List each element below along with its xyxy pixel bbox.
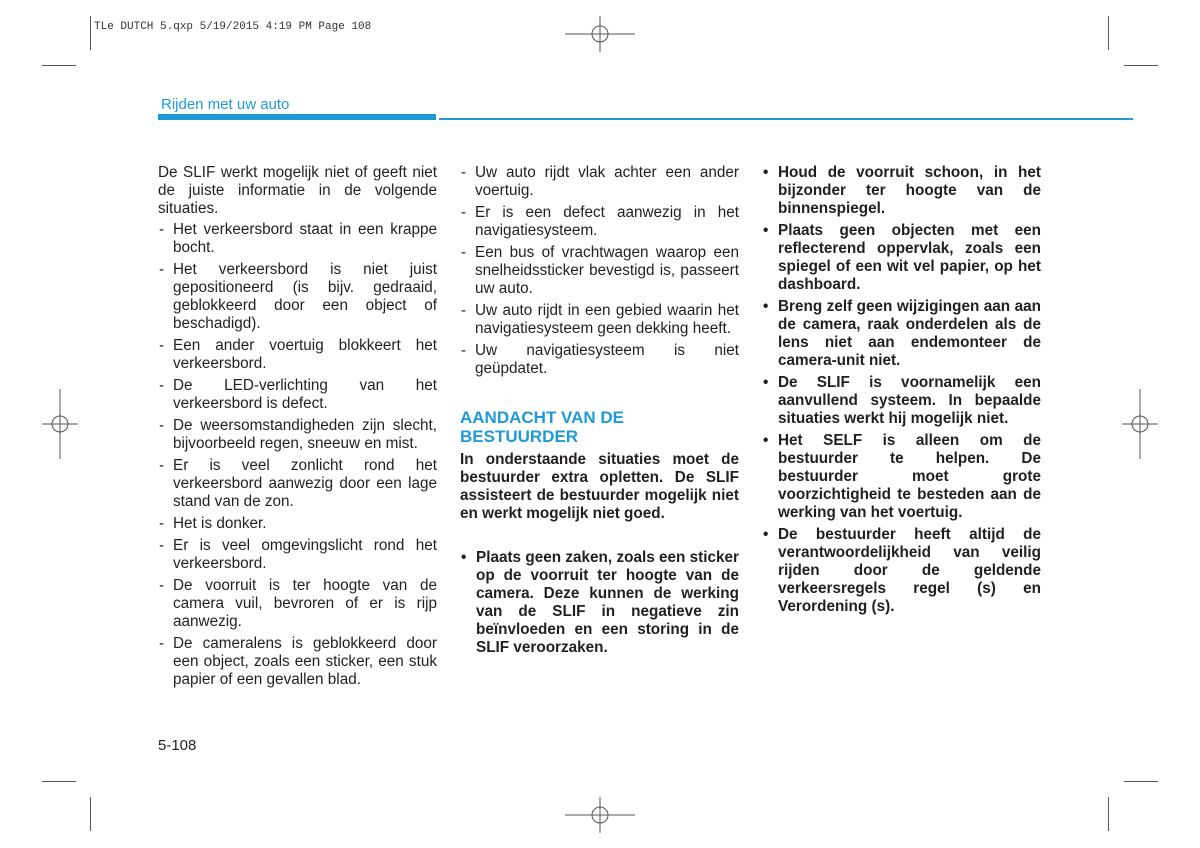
list-item: - Een bus of vrachtwagen waarop een snelheidssticker bevestigd is, passeert uw auto. bbox=[460, 244, 739, 298]
bullet-dot: • bbox=[763, 432, 769, 449]
crop-mark bbox=[1124, 781, 1158, 782]
list-item: - De LED-verlichting van het verkeersbord is defect. bbox=[158, 377, 437, 413]
column-3 bbox=[762, 164, 1041, 620]
crop-mark bbox=[90, 797, 91, 831]
list-item: - Het is donker. bbox=[158, 515, 437, 533]
caution-bullet bbox=[762, 374, 1041, 428]
bullet-dot: • bbox=[763, 526, 769, 543]
caution-bullet-text: De SLIF is voornamelijk een aanvullend systeem. In bepaalde situaties werkt hij mogelijk niet. bbox=[778, 374, 1041, 427]
caution-heading: AANDACHT VAN DE BESTUURDER bbox=[460, 408, 625, 446]
list-item: - Er is veel zonlicht rond het verkeersbord aanwezig door een lage stand van de zon. bbox=[158, 457, 437, 511]
caution-bullet-text: Plaats geen objecten met een reflecterend oppervlak, zoals een spiegel of een wit vel papier, op het dashboard. bbox=[778, 222, 1041, 293]
header-rule-thin bbox=[439, 118, 1133, 120]
registration-mark-top bbox=[565, 16, 635, 52]
list-item: - Er is een defect aanwezig in het navigatiesysteem. bbox=[460, 204, 739, 240]
bullet-dot: • bbox=[763, 298, 769, 315]
caution-bullet bbox=[762, 432, 1041, 522]
bullet-dot: • bbox=[763, 374, 769, 391]
header-rule-thick bbox=[158, 114, 436, 120]
caution-bullet-text: Plaats geen zaken, zoals een sticker op de voorruit ter hoogte van de camera. Deze kunnen de werking van de SLIF in negatieve zin beïnvloeden en een storing in de SLIF veroorzaken. bbox=[476, 549, 739, 656]
crop-mark bbox=[1108, 797, 1109, 831]
page-number: 5-108 bbox=[158, 737, 197, 754]
list-item: - Uw navigatiesysteem is niet geüpdatet. bbox=[460, 342, 739, 378]
section-title: Rijden met uw auto bbox=[161, 96, 290, 113]
registration-mark-right bbox=[1122, 389, 1158, 459]
registration-mark-bottom bbox=[565, 797, 635, 833]
crop-mark bbox=[90, 16, 91, 50]
list-item: - Er is veel omgevingslicht rond het verkeersbord. bbox=[158, 537, 437, 573]
crop-mark bbox=[42, 781, 76, 782]
crop-mark bbox=[1124, 65, 1158, 66]
caution-bullet bbox=[762, 526, 1041, 616]
list-item: - Het verkeersbord is niet juist gepositioneerd (is bijv. gedraaid, geblokkeerd door een object of beschadigd). bbox=[158, 261, 437, 333]
caution-bullet-text: Het SELF is alleen om de bestuurder te helpen. De bestuurder moet grote voorzichtigheid te besteden aan de werking van het voertuig. bbox=[778, 432, 1041, 521]
caution-bullet bbox=[762, 222, 1041, 294]
caution-bullet-text: De bestuurder heeft altijd de verantwoordelijkheid van veilig rijden door de geldende verkeersregels regel (s) en Verordening (s). bbox=[778, 526, 1041, 615]
caution-bullet-text: Houd de voorruit schoon, in het bijzonder ter hoogte van de binnenspiegel. bbox=[778, 164, 1041, 217]
crop-mark bbox=[42, 65, 76, 66]
list-item: - Het verkeersbord staat in een krappe bocht. bbox=[158, 221, 437, 257]
registration-mark-left bbox=[42, 389, 78, 459]
bullet-dot: • bbox=[763, 164, 769, 181]
intro-paragraph: De SLIF werkt mogelijk niet of geeft niet de juiste informatie in de volgende situaties. bbox=[158, 164, 437, 217]
list-item: - Een ander voertuig blokkeert het verkeersbord. bbox=[158, 337, 437, 373]
print-slug: TLe DUTCH 5.qxp 5/19/2015 4:19 PM Page 108 bbox=[94, 21, 372, 33]
list-item: - De cameralens is geblokkeerd door een object, zoals een sticker, een stuk papier of een gevallen blad. bbox=[158, 635, 437, 689]
list-item: - De voorruit is ter hoogte van de camera vuil, bevroren of er is rijp aanwezig. bbox=[158, 577, 437, 631]
caution-bullet-text: Breng zelf geen wijzigingen aan aan de camera, raak onderdelen als de lens niet aan endemonteer de camera-unit niet. bbox=[778, 298, 1041, 369]
caution-bullet bbox=[762, 164, 1041, 218]
list-item: - Uw auto rijdt in een gebied waarin het navigatiesysteem geen dekking heeft. bbox=[460, 302, 739, 338]
caution-bullet bbox=[460, 549, 739, 657]
column-2 bbox=[460, 164, 739, 661]
column-1 bbox=[158, 164, 437, 693]
caution-intro: In onderstaande situaties moet de bestuurder extra opletten. De SLIF assisteert de bestuurder mogelijk niet en werkt mogelijk niet goed. bbox=[460, 451, 739, 522]
crop-mark bbox=[1108, 16, 1109, 50]
caution-bullet bbox=[762, 298, 1041, 370]
list-item: - De weersomstandigheden zijn slecht, bijvoorbeeld regen, sneeuw en mist. bbox=[158, 417, 437, 453]
bullet-dot: • bbox=[763, 222, 769, 239]
bullet-dot: • bbox=[461, 549, 467, 566]
list-item: - Uw auto rijdt vlak achter een ander voertuig. bbox=[460, 164, 739, 200]
